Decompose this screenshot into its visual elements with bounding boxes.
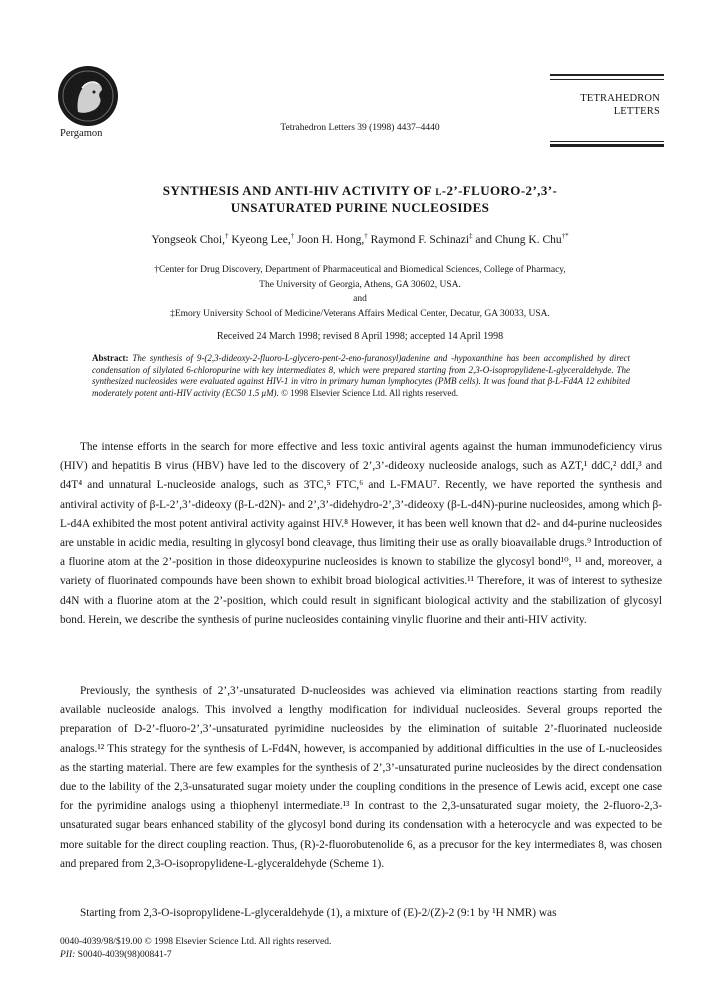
paragraph-text: Previously, the synthesis of 2’,3’-unsaturated D-nucleosides was achieved via elimination reactions starting from readily available nucleoside analogs. This involved a lengthy modification for individual nucleosides. Several groups reported the preparation of D-2’-fluoro-2’,3’-unsaturated pyrimidine nucleosides by the elimination of suitable 2’-fluorinated nucleoside analogs.¹² This strategy for the synthesis of L-Fd4N, however, is accompanied by additional difficulties in the use of L-nucleosides as the starting material. There are few examples for the synthesis of 2’,3’-unsaturated purine nucleosides by the direct condensation due to the lability of the 2,3-unsaturated sugar moiety under the coupling conditions in the presence of Lewis acid, except one case for the pyrimidine analogs using a thiophenyl intermediate.¹³ In contrast to the 2,3-unsaturated sugar moiety, the 2-fluoro-2,3-unsaturated sugar bears enhanced stability of the glycosyl bond during its condensation with a heterocycle and was expected to be more suitable for the direct coupling reaction. Thus, (R)-2-fluorobutenolide 6, as a precusor for the key intermediates 8, was chosen and prepared from 2,3-O-isopropylidene-L-glyceraldehyde (Scheme 1).	[60, 685, 662, 870]
affiliation-separator: and	[353, 294, 367, 304]
footer-issn: 0040-4039/98/$19.00 © 1998 Elsevier Science Ltd. All rights reserved.	[60, 937, 332, 947]
title-text: SYNTHESIS AND ANTI-HIV ACTIVITY OF	[162, 183, 436, 198]
author-name: and Chung K. Chu	[472, 234, 562, 246]
abstract-label: Abstract:	[92, 353, 129, 363]
masthead-rule	[550, 74, 664, 76]
abstract-text: The synthesis of 9-(2,3-dideoxy-2-fluoro-L-glycero-pent-2-eno-furanosyl)adenine and -hypoxanthine has been accomplished by direct condensation of silylated 6-chloropurine with key intermediates 8, which were prepared starting from 2,3-O-isopropylidene-L-glyceraldehyde. The synthesized nucleosides were evaluated against HIV-1 in vitro in primary human lymphocytes (PMB cells). It was found that β-L-Fd4A 12 exhibited moderately potent anti-HIV activity (EC50 1.5 μM).	[92, 353, 631, 398]
author-name: Raymond F. Schinazi	[367, 234, 470, 246]
affiliation-line: ‡Emory University School of Medicine/Veterans Affairs Medical Center, Decatur, GA 30033, USA.	[170, 308, 550, 319]
abstract-copyright: © 1998 Elsevier Science Ltd. All rights reserved.	[281, 387, 459, 398]
title-text: -2’-FLUORO-2’,3’-	[441, 183, 558, 198]
author-affiliation-mark: †	[224, 232, 229, 241]
body-paragraph	[60, 438, 662, 630]
title-text: l	[435, 183, 442, 198]
masthead-rule	[550, 144, 664, 147]
author-affiliation-mark: †	[364, 232, 368, 241]
body-paragraph	[60, 682, 662, 874]
paragraph-text: Starting from 2,3-O-isopropylidene-L-glyceraldehyde (1), a mixture of (E)-2/(Z)-2 (9:1 by ¹H NMR) was	[80, 907, 557, 919]
affiliation-line: The University of Georgia, Athens, GA 30602, USA.	[259, 279, 461, 290]
received-dates: Received 24 March 1998; revised 8 April 1998; accepted 14 April 1998	[216, 331, 504, 342]
author-list	[0, 234, 720, 246]
abstract	[92, 353, 630, 399]
publisher-name: Pergamon	[60, 128, 103, 139]
author-name: Joon H. Hong,	[294, 234, 365, 246]
article-title	[80, 182, 640, 216]
footer-pii	[60, 949, 331, 962]
affiliation-line: †Center for Drug Discovery, Department of Pharmaceutical and Biomedical Sciences, College of Pharmacy,	[154, 265, 566, 275]
body-paragraph	[60, 904, 662, 923]
journal-name-line: LETTERS	[613, 106, 660, 117]
pii-value: S0040-4039(98)00841-7	[75, 949, 172, 960]
pergamon-logo-icon	[56, 64, 120, 128]
journal-name	[530, 92, 660, 118]
journal-name-line: TETRAHEDRON	[580, 93, 660, 104]
author-name: Yongseok Choi,	[151, 234, 225, 246]
masthead-rule	[550, 141, 664, 142]
masthead-rule	[550, 79, 664, 80]
affiliations	[0, 263, 720, 321]
author-affiliation-mark: †	[290, 232, 295, 241]
title-line: UNSATURATED PURINE NUCLEOSIDES	[230, 200, 490, 215]
page-footer	[60, 936, 331, 961]
author-affiliation-mark: †*	[561, 232, 569, 241]
author-affiliation-mark: ‡	[469, 232, 473, 241]
paragraph-text: The intense efforts in the search for more effective and less toxic antiviral agents against the human immunodeficiency virus (HIV) and hepatitis B virus (HBV) have led to the discovery of 2’,3’-dideoxy nucleoside analogs, such as AZT,¹ ddC,² ddI,³ and d4T⁴ and unnatural L-nucleoside analogs, such as 3TC,⁵ FTC,⁶ and L-FMAU⁷. Recently, we have reported the synthesis and antiviral activity of β-L-2’,3’-dideoxy (β-L-d2N)- and 2’,3’-didehydro-2’,3’-dideoxy (β-L-d4N)-purine nucleosides, among which β-L-d4A exhibited the most potent antiviral activity against HIV.⁸ However, it has been well known that d2- and d4-purine nucleosides are unstable in acidic media, resulting in glycosyl bond cleavage, thus limiting their use as orally bioavailable drugs.⁹ Introduction of a fluorine atom at the 2’-position in those dideoxypurine nucleosides is known to stabilize the glycosyl bond¹⁰, ¹¹ and, moreover, a variety of fluorinated compounds have been shown to exhibit broad biological activities.¹¹ Therefore, it was of interest to sythesize d4N with a fluorine atom at the 2’-position, which could result in significant biological activity and the stabilization of glycosyl bond. Herein, we describe the synthesis of purine nucleosides containing vinylic fluorine and their anti-HIV activity.	[60, 441, 662, 626]
title-line	[80, 182, 640, 199]
journal-citation: Tetrahedron Letters 39 (1998) 4437–4440	[280, 123, 440, 133]
author-name: Kyeong Lee,	[228, 234, 291, 246]
pii-label: PII:	[60, 949, 76, 960]
